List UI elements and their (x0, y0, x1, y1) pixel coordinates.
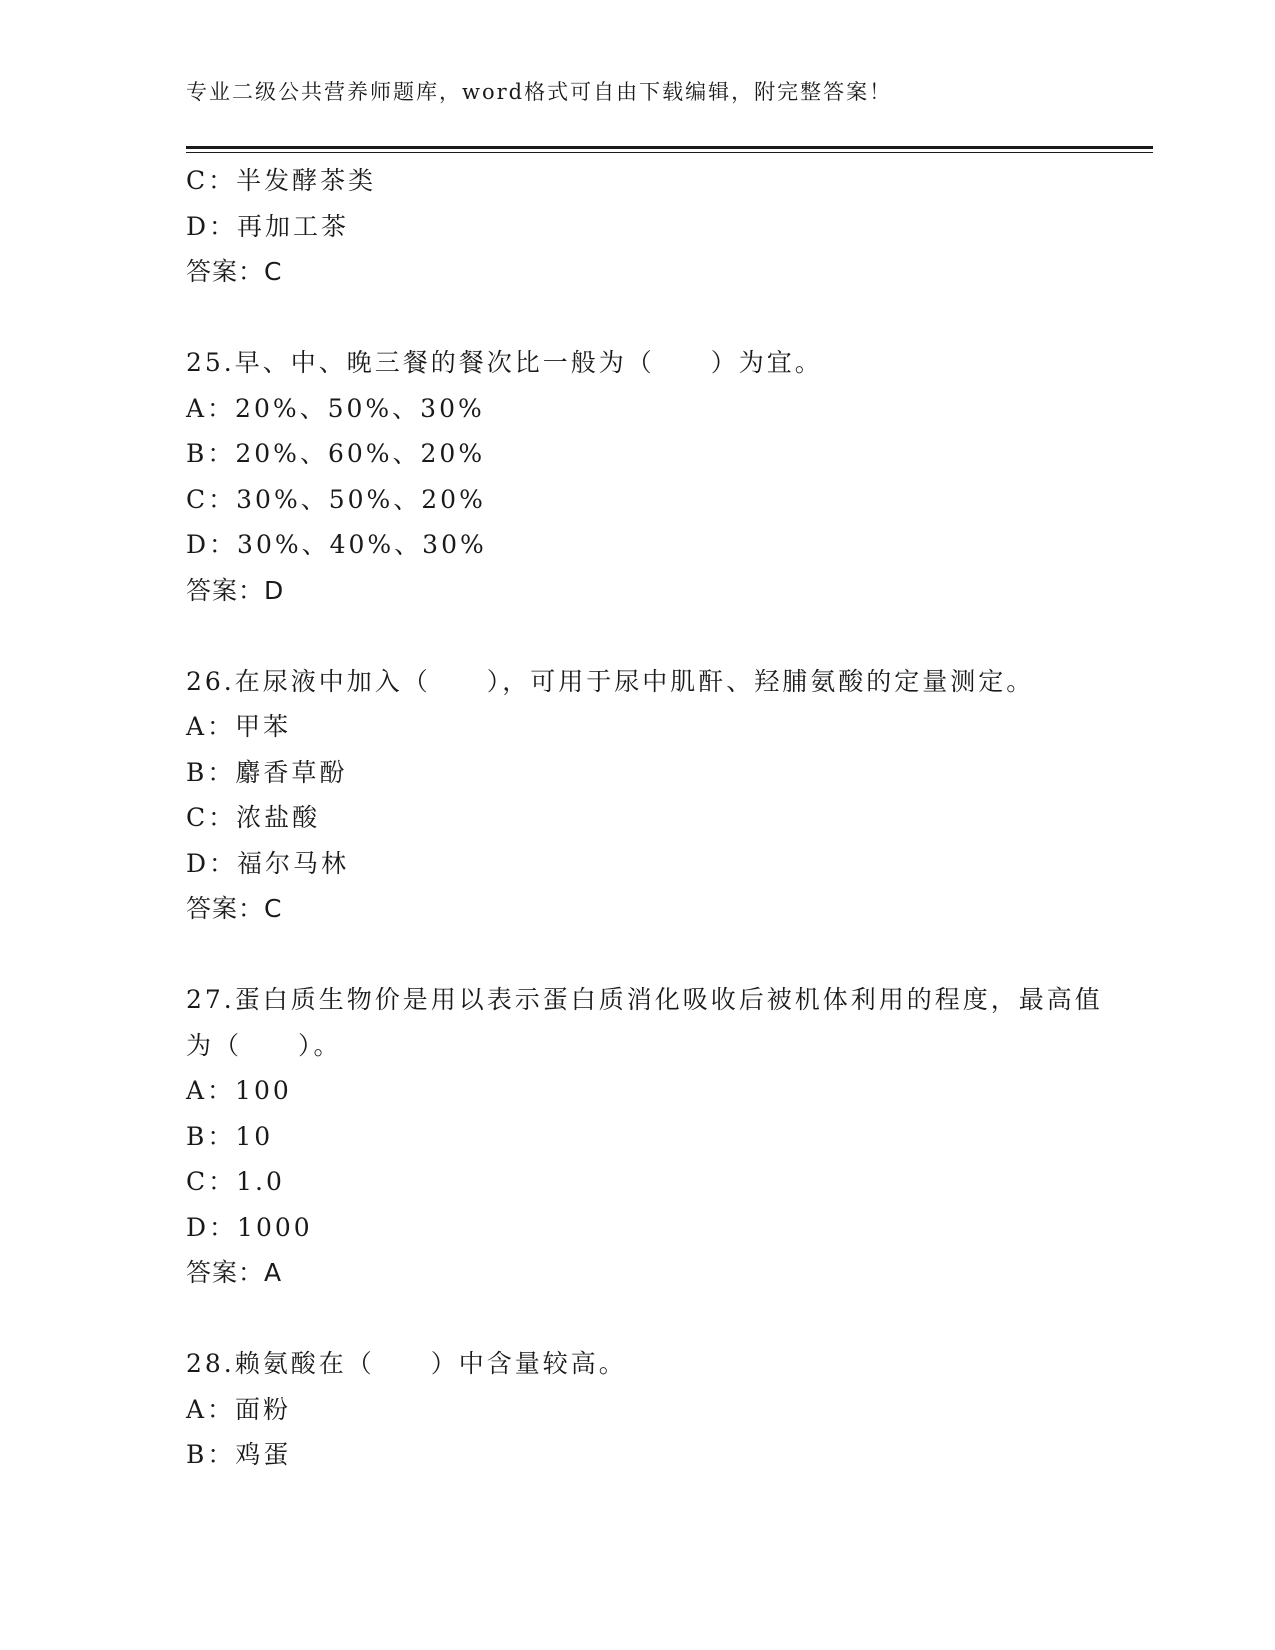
option-b: B：10 (186, 1121, 274, 1151)
option-b: B：鸡蛋 (186, 1440, 292, 1469)
question-stem: 25.早、中、晚三餐的餐次比一般为（ ）为宜。 (186, 348, 823, 377)
answer-line: 答案：D (186, 575, 285, 605)
question-stem: 26.在尿液中加入（ ），可用于尿中肌酐、羟脯氨酸的定量测定。 (186, 666, 1035, 696)
question-24-continued (186, 158, 1106, 295)
question-26 (186, 659, 1106, 932)
option-a: A：面粉 (186, 1394, 292, 1424)
option-c: C：浓盐酸 (186, 803, 321, 832)
option-d: D：福尔马林 (186, 848, 350, 878)
question-25 (186, 340, 1106, 613)
option-b: B：麝香草酚 (186, 757, 348, 787)
page-header: 专业二级公共营养师题库，word格式可自由下载编辑，附完整答案！ (186, 80, 893, 104)
question-stem: 27.蛋白质生物价是用以表示蛋白质消化吸收后被机体利用的程度，最高值为（ ）。 (186, 985, 1103, 1060)
question-27 (186, 977, 1106, 1296)
option-b: B：20%、60%、20% (186, 439, 486, 468)
answer-line: 答案：C (186, 257, 283, 286)
option-c: C：30%、50%、20% (186, 484, 486, 514)
spacer (186, 932, 1106, 978)
question-stem: 28.赖氨酸在（ ）中含量较高。 (186, 1349, 627, 1378)
answer-line: 答案：A (186, 1258, 283, 1287)
answer-line: 答案：C (186, 894, 283, 923)
option-a: A：20%、50%、30% (186, 393, 485, 423)
option-c: C：1.0 (186, 1167, 285, 1196)
spacer (186, 295, 1106, 341)
option-a: A：100 (186, 1076, 292, 1105)
option-d: D：1000 (186, 1212, 313, 1242)
question-28 (186, 1341, 1106, 1478)
option-d: D：再加工茶 (186, 211, 350, 241)
header-divider-thin (186, 152, 1153, 153)
option-a: A：甲苯 (186, 712, 292, 741)
option-c: C：半发酵茶类 (186, 166, 377, 195)
header-divider-thick (186, 146, 1153, 149)
spacer (186, 613, 1106, 659)
spacer (186, 1296, 1106, 1342)
question-list (186, 158, 1106, 1478)
option-d: D：30%、40%、30% (186, 530, 487, 559)
